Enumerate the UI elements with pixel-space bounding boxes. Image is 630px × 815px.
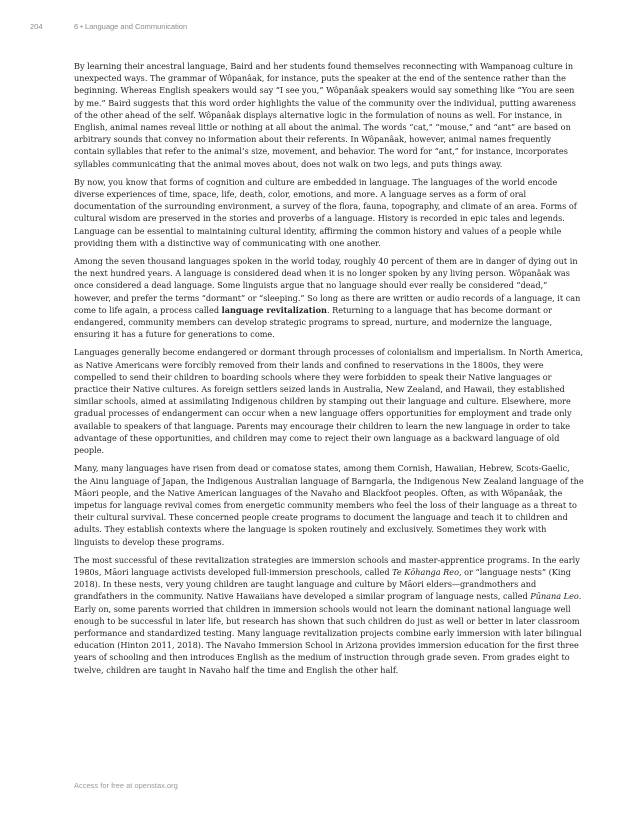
paragraph-3-text-start: Among the seven thousand languages spoken in the world today, roughly 40 percent of them are in danger of dying out in the next hundred years. A language is considered dead when it is no longer spoken by any living person. Wôpanâak was once considered a dead language. Some linguists argue that no language should ever really be considered “dead,” however, and prefer the terms “dormant” or “sleeping.” So long as there are written or audio records of a language, it can come to life again, a process called: [74, 256, 581, 315]
paragraph-6: [74, 554, 584, 676]
paragraph-6-text-a: The most successful of these revitalization strategies are immersion schools and master-apprentice programs. In the early 1980s, Māori language activists developed full-immersion preschools, called: [74, 554, 580, 577]
term-te-kohanga-reo: Te Kōhanga Reo: [392, 566, 460, 577]
paragraph-2: By now, you know that forms of cognition and culture are embedded in language. The languages of the world encode diverse experiences of time, space, life, death, color, emotions, and more. A language serves as a form of oral documentation of the surrounding environment, a survey of the flora, fauna, topography, and climate of an area. Forms of cultural wisdom are preserved in the stories and proverbs of a language. History is recorded in epic tales and legends. Language can be essential to maintaining cultural identity, affirming the common history and values of a people while providing them with a distinctive way of communicating with one another.: [74, 176, 577, 248]
chapter-title: 6 • Language and Communication: [74, 22, 188, 31]
paragraph-6-text-b: , or “language nests” (King 2018). In these nests, very young children are taught language and culture by Māori elders—grandmothers and grandfathers in the community. Native Hawaiians have developed a similar program of language nests, called: [74, 566, 571, 602]
paragraph-1: By learning their ancestral language, Baird and her students found themselves reconnecting with Wampanoag culture in unexpected ways. The grammar of Wôpanâak, for instance, puts the speaker at the end of the sentence rather than the beginning. Whereas English speakers would say “I see you,” Wôpanâak speakers would say something like “You are seen by me.” Baird suggests that this word order highlights the value of the community over the individual, putting awareness of the other ahead of the self. Wôpanâak displays alternative logic in the formulation of nouns as well. For instance, in English, animal names reveal little or nothing at all about the animal. The words “cat,” “mouse,” and “ant” are based on arbitrary sounds that convey no information about their referents. In Wôpanâak, however, animal names frequently contain syllables that refer to the animal’s size, movement, and behavior. The word for “ant,” for instance, incorporates syllables communicating that the animal moves about, does not walk on two legs, and puts things away.: [74, 61, 576, 169]
body-text: [74, 60, 584, 682]
paragraph-6-text-c: . Early on, some parents worried that children in immersion schools would not learn the dominant national language well enough to be successful in later life, but research has shown that such children do just as well or better in later classroom performance and standardized testing. Many language revitalization projects combine early immersion with later bilingual education (Hinton 2011, 2018). The Navaho Immersion School in Arizona provides immersion education for the first three years of schooling and then introduces English as the medium of instruction through grade seven. From grades eight to twelve, children are taught in Navaho half the time and English the other half.: [74, 591, 582, 675]
paragraph-3: [74, 255, 584, 340]
paragraph-4: Languages generally become endangered or dormant through processes of colonialism and imperialism. In North America, as Native Americans were forcibly removed from their lands and confined to reservations in the 1800s, they were compelled to send their children to boarding schools where they were forbidden to speak their Native languages or practice their Native cultures. As foreign settlers seized lands in Australia, New Zealand, and Hawaii, they established similar schools, aimed at assimilating Indigenous children by stamping out their language and culture. Elsewhere, more gradual processes of endangerment can occur when a new language offers opportunities for employment and trade only available to speakers of that language. Parents may encourage their children to learn the new language in order to take advantage of these opportunities, and children may come to reject their own language as a backward language of old people.: [74, 347, 584, 456]
key-term-language-revitalization: language revitalization: [221, 304, 327, 315]
paragraph-3-text-end: . Returning to a language that has become dormant or endangered, community members can develop strategic programs to spread, nurture, and modernize the language, ensuring it has a future for generations to come.: [74, 304, 553, 340]
paragraph-5: Many, many languages have risen from dead or comatose states, among them Cornish, Hawaiian, Hebrew, Scots-Gaelic, the Ainu language of Japan, the Indigenous Australian language of Barngarla, the Indigenous New Zealand language of the Māori people, and the Native American languages of the Navaho and Blackfoot peoples. Often, as with Wôpanâak, the impetus for language revival comes from energetic community members who feel the loss of their language as a threat to their cultural survival. These concerned people create programs to document the language and teach it to children and adults. They establish contexts where the language is spoken routinely and exclusively. Sometimes they work with linguists to develop these programs.: [74, 463, 584, 547]
page-number: 204: [30, 22, 43, 31]
term-punana-leo: Pūnana Leo: [530, 591, 579, 602]
footer-link[interactable]: Access for free at openstax.org: [74, 781, 178, 790]
